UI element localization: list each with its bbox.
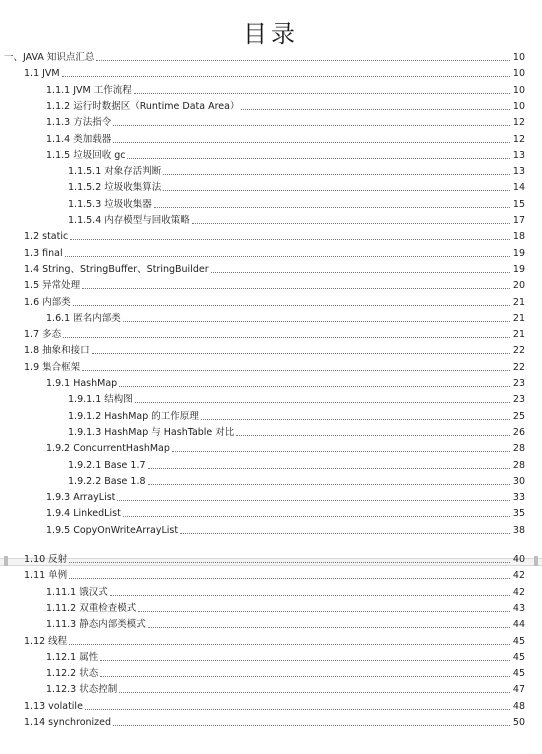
toc-entry-page-number: 21	[512, 312, 525, 324]
toc-dot-leader	[62, 76, 510, 77]
toc-entry-page-number: 38	[512, 524, 525, 536]
toc-entry-label: 1.3 final	[24, 247, 63, 259]
toc-dot-leader	[65, 256, 510, 257]
toc-entry-label: 1.14 synchronized	[24, 717, 112, 728]
toc-entry-page-number: 22	[512, 361, 525, 373]
toc-entry-label: 1.11 单例	[24, 570, 68, 582]
toc-entry[interactable]	[68, 195, 525, 211]
toc-dot-leader	[201, 419, 510, 420]
toc-entry[interactable]	[46, 615, 525, 631]
toc-dot-leader	[113, 142, 510, 143]
toc-dot-leader	[148, 627, 510, 628]
toc-dot-leader	[148, 484, 510, 485]
toc-entry-page-number: 30	[512, 475, 525, 487]
toc-entry[interactable]	[46, 97, 525, 113]
toc-entry-label: 1.11.3 静态内部类模式	[46, 619, 146, 631]
toc-entry-label: 1.6.1 匿名内部类	[46, 312, 121, 324]
toc-entry[interactable]	[46, 664, 525, 680]
toc-entry[interactable]	[24, 566, 525, 582]
toc-dot-leader	[211, 272, 510, 273]
toc-entry[interactable]	[68, 390, 525, 406]
toc-entry-page-number: 22	[512, 345, 525, 357]
toc-entry-label: 1.1.5.3 垃圾收集器	[68, 198, 152, 210]
toc-dot-leader	[134, 93, 510, 94]
toc-entry[interactable]	[46, 583, 525, 599]
toc-entry-page-number: 44	[512, 619, 525, 631]
toc-entry-label: 1.9.1.3 HashMap 与 HashTable 对比	[68, 426, 235, 438]
toc-dot-leader	[180, 533, 510, 534]
toc-entry[interactable]	[46, 113, 525, 129]
toc-entry[interactable]	[24, 713, 525, 729]
toc-entry-label: 1.9.1 HashMap	[46, 378, 118, 389]
toc-entry[interactable]	[46, 488, 525, 504]
toc-entry-page-number: 13	[512, 166, 525, 178]
toc-entry-label: 1.8 抽象和接口	[24, 345, 90, 357]
toc-entry-page-number: 28	[512, 443, 525, 455]
toc-dot-leader	[85, 709, 510, 710]
toc-entry-label: 1.9.3 ArrayList	[46, 492, 116, 504]
toc-entry-page-number: 12	[512, 117, 525, 129]
toc-entry-label: 1.1.3 方法指令	[46, 117, 112, 129]
toc-entry-page-number: 45	[512, 651, 525, 663]
toc-dot-leader	[192, 223, 510, 224]
toc-entry-label: 1.1.1 JVM 工作流程	[46, 84, 132, 96]
toc-entry-page-number: 26	[512, 426, 525, 438]
toc-entry[interactable]	[46, 521, 525, 537]
toc-entry-label: 1.5 异常处理	[24, 280, 81, 292]
toc-entry-label: 1.1 JVM	[24, 68, 60, 80]
toc-entry-label: 1.1.2 运行时数据区（Runtime Data Area）	[46, 100, 240, 112]
toc-entry[interactable]	[68, 211, 525, 227]
toc-entry-page-number: 12	[512, 133, 525, 145]
toc-entry[interactable]	[68, 162, 525, 178]
toc-entry-page-number: 10	[512, 68, 525, 80]
toc-dot-leader	[135, 402, 510, 403]
toc-dot-leader	[127, 158, 510, 159]
toc-entry-page-number: 47	[512, 684, 525, 696]
toc-entry-label: 1.13 volatile	[24, 700, 83, 712]
toc-dot-leader	[70, 239, 510, 240]
toc-entry-page-number: 35	[512, 508, 525, 520]
toc-dot-leader	[117, 500, 510, 501]
toc-entry[interactable]	[24, 244, 525, 260]
page-break-marker-right	[534, 556, 538, 566]
toc-entry-label: 1.9.1.1 结构图	[68, 394, 133, 406]
toc-entry-label: 1.12 线程	[24, 635, 68, 647]
toc-entry-page-number: 10	[512, 84, 525, 96]
toc-dot-leader	[119, 386, 510, 387]
toc-entry[interactable]	[46, 648, 525, 664]
toc-entry-label: 1.11.2 双重检查模式	[46, 602, 137, 614]
toc-entry-page-number: 10	[512, 100, 525, 112]
toc-entry-label: 1.1.4 类加载器	[46, 133, 112, 145]
toc-entry-page-number: 17	[512, 215, 525, 226]
toc-entry-label: 1.1.5.2 垃圾收集算法	[68, 182, 162, 194]
toc-dot-leader	[82, 288, 510, 289]
toc-entry-label: 1.9.1.2 HashMap 的工作原理	[68, 410, 199, 422]
toc-entry[interactable]	[24, 276, 525, 292]
toc-entry-label: 1.9.4 LinkedList	[46, 508, 121, 520]
toc-entry-page-number: 50	[512, 717, 525, 728]
toc-dot-leader	[154, 207, 510, 208]
toc-entry[interactable]	[4, 48, 525, 64]
toc-entry-label: 1.7 多态	[24, 329, 62, 341]
toc-entry-page-number: 19	[512, 263, 525, 275]
toc-entry-page-number: 19	[512, 247, 525, 259]
toc-dot-leader	[82, 370, 510, 371]
toc-entry-label: 1.10 反射	[24, 554, 68, 565]
toc-entry[interactable]	[46, 309, 525, 325]
toc-dot-leader	[138, 611, 510, 612]
toc-dot-leader	[113, 125, 510, 126]
toc-entry-page-number: 40	[512, 554, 525, 565]
toc-entry-page-number: 45	[512, 635, 525, 647]
toc-entry[interactable]	[46, 130, 525, 146]
toc-entry-label: 1.4 String、StringBuffer、StringBuilder	[24, 263, 209, 275]
toc-dot-leader	[92, 353, 510, 354]
toc-entry[interactable]	[24, 325, 525, 341]
toc-entry-label: 1.1.5.1 对象存活判断	[68, 166, 162, 178]
toc-dot-leader	[100, 676, 510, 677]
toc-entry-page-number: 43	[512, 602, 525, 614]
toc-dot-leader	[241, 109, 510, 110]
toc-entry-page-number: 42	[512, 570, 525, 582]
toc-entry-page-number: 20	[512, 280, 525, 292]
toc-entry[interactable]	[68, 178, 525, 194]
toc-entry-label: 1.1.5.4 内存模型与回收策略	[68, 215, 190, 226]
toc-entry[interactable]	[46, 81, 525, 97]
toc-dot-leader	[69, 644, 510, 645]
toc-entry-label: 1.9 集合框架	[24, 361, 81, 373]
toc-entry-page-number: 23	[512, 394, 525, 406]
toc-entry-page-number: 21	[512, 329, 525, 341]
toc-entry-label: 1.2 static	[24, 231, 69, 243]
toc-entry[interactable]	[46, 146, 525, 162]
toc-entry[interactable]	[24, 341, 525, 357]
toc-entry[interactable]	[24, 227, 525, 243]
toc-entry[interactable]	[24, 697, 525, 713]
toc-entry[interactable]	[68, 456, 525, 472]
toc-entry-label: 1.9.5 CopyOnWriteArrayList	[46, 524, 179, 536]
toc-dot-leader	[100, 660, 510, 661]
toc-entry[interactable]	[46, 680, 525, 696]
toc-entry-page-number: 33	[512, 492, 525, 504]
toc-entry-label: 1.6 内部类	[24, 296, 71, 308]
toc-dot-leader	[123, 516, 510, 517]
toc-entry[interactable]	[46, 599, 525, 615]
toc-entry-page-number: 23	[512, 378, 525, 389]
toc-dot-leader	[163, 190, 510, 191]
toc-dot-leader	[148, 468, 510, 469]
toc-dot-leader	[172, 451, 510, 452]
toc-entry-label: 一、JAVA 知识点汇总	[4, 52, 95, 63]
toc-dot-leader	[123, 321, 510, 322]
toc-entry-label: 1.1.5 垃圾回收 gc	[46, 149, 126, 161]
toc-entry-label: 1.9.2 ConcurrentHashMap	[46, 443, 170, 455]
toc-entry[interactable]	[68, 472, 525, 488]
toc-entry-page-number: 28	[512, 459, 525, 471]
toc-dot-leader	[110, 595, 510, 596]
toc-entry-page-number: 21	[512, 296, 525, 308]
toc-entry[interactable]	[46, 504, 525, 520]
toc-entry[interactable]	[24, 550, 525, 566]
toc-entry-page-number: 45	[512, 668, 525, 680]
toc-entry-page-number: 15	[512, 198, 525, 210]
toc-entry[interactable]	[24, 632, 525, 648]
toc-entry-page-number: 42	[512, 586, 525, 598]
toc-dot-leader	[119, 692, 510, 693]
toc-dot-leader	[63, 337, 510, 338]
toc-dot-leader	[69, 562, 510, 563]
toc-entry[interactable]	[24, 64, 525, 80]
toc-entry-page-number: 48	[512, 700, 525, 712]
toc-entry-page-number: 18	[512, 231, 525, 243]
toc-dot-leader	[73, 305, 510, 306]
toc-entry[interactable]	[46, 374, 525, 390]
toc-entry-label: 1.9.2.1 Base 1.7	[68, 459, 146, 471]
toc-entry-page-number: 10	[512, 52, 525, 63]
toc-entry-label: 1.12.2 状态	[46, 668, 99, 680]
toc-entry[interactable]	[68, 407, 525, 423]
toc-entry[interactable]	[46, 439, 525, 455]
toc-entry-label: 1.12.1 属性	[46, 651, 99, 663]
toc-dot-leader	[96, 60, 510, 61]
toc-dot-leader	[236, 435, 510, 436]
toc-entry-page-number: 13	[512, 149, 525, 161]
toc-entry-label: 1.12.3 状态控制	[46, 684, 118, 696]
toc-entry[interactable]	[24, 358, 525, 374]
toc-entry-label: 1.9.2.2 Base 1.8	[68, 475, 146, 487]
toc-entry[interactable]	[24, 293, 525, 309]
toc-entry-page-number: 25	[512, 410, 525, 422]
toc-entry[interactable]	[68, 423, 525, 439]
toc-entry-page-number: 14	[512, 182, 525, 194]
toc-entry[interactable]	[24, 260, 525, 276]
toc-dot-leader	[69, 578, 510, 579]
toc-entry-label: 1.11.1 饿汉式	[46, 586, 108, 598]
toc-dot-leader	[163, 174, 510, 175]
toc-dot-leader	[113, 725, 510, 726]
page-break-marker-left	[4, 556, 8, 566]
page-title: 目录	[243, 20, 299, 48]
